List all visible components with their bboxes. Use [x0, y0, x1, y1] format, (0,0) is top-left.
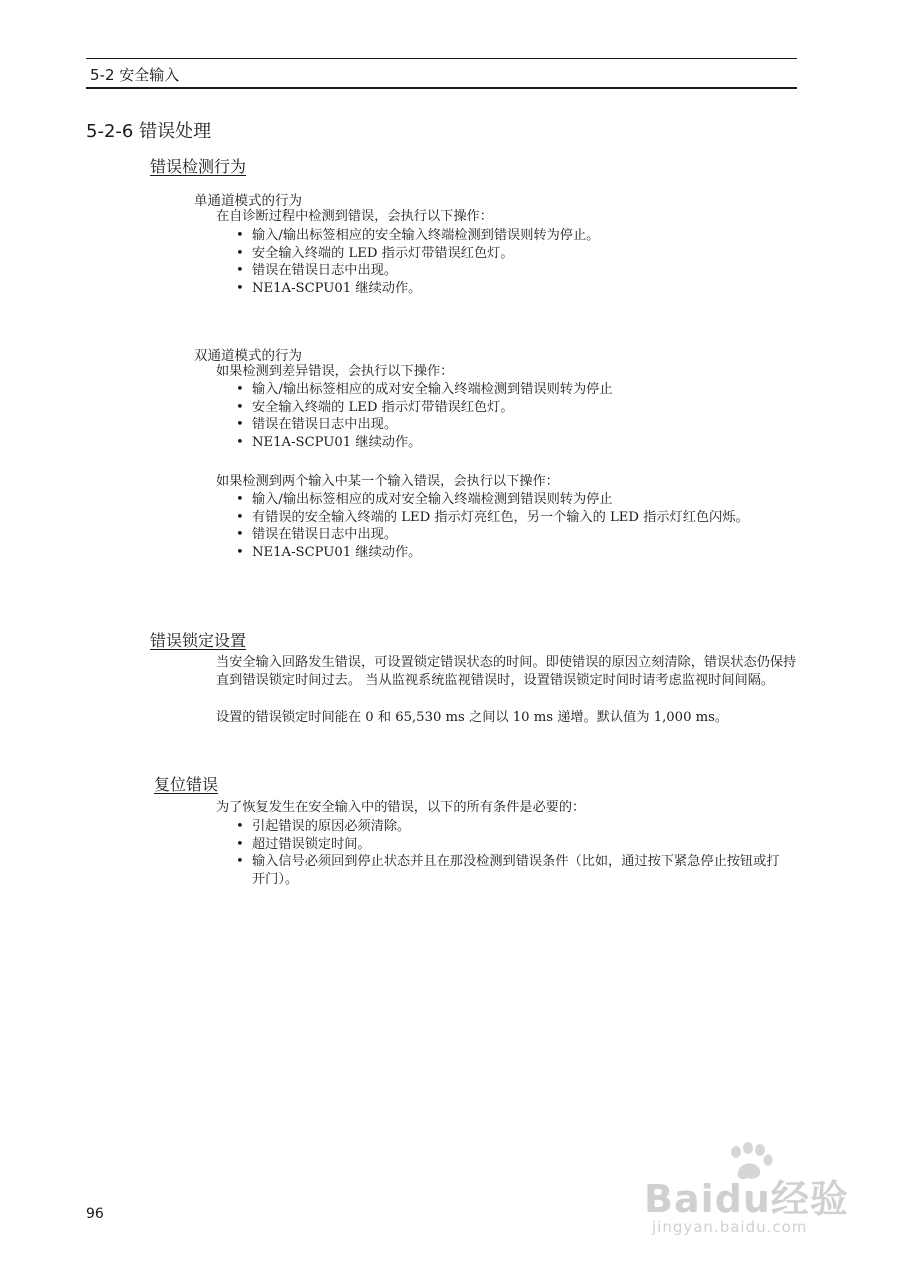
header-bottom-rule: [86, 87, 797, 89]
list-item: • 安全输入终端的 LED 指示灯带错误红色灯。: [236, 399, 788, 417]
list-item: • 输入/输出标签相应的成对安全输入终端检测到错误则转为停止: [236, 491, 788, 509]
error-latch-range: 设置的错误锁定时间能在 0 和 65,530 ms 之间以 10 ms 递增。默认值为 1,000 ms。: [216, 710, 729, 725]
dual-channel-list-1: [236, 381, 788, 451]
list-item: • 错误在错误日志中出现。: [236, 416, 788, 434]
list-item: • NE1A-SCPU01 继续动作。: [236, 280, 788, 298]
dual-channel-heading: 双通道模式的行为: [194, 348, 302, 364]
list-item: • NE1A-SCPU01 继续动作。: [236, 544, 788, 562]
baidu-jingyan-watermark: [630, 1140, 870, 1250]
dual-channel-intro-2: 如果检测到两个输入中某一个输入错误，会执行以下操作：: [216, 474, 559, 489]
list-item: • 错误在错误日志中出现。: [236, 262, 788, 280]
list-item: • 输入/输出标签相应的成对安全输入终端检测到错误则转为停止: [236, 381, 788, 399]
watermark-url: jingyan.baidu.com: [652, 1218, 808, 1236]
single-channel-intro: 在自诊断过程中检测到错误，会执行以下操作：: [216, 209, 493, 224]
list-item: • NE1A-SCPU01 继续动作。: [236, 434, 788, 452]
list-item: • 安全输入终端的 LED 指示灯带错误红色灯。: [236, 245, 788, 263]
error-latch-heading: 错误锁定设置: [150, 631, 247, 650]
reset-error-list: [236, 818, 788, 888]
reset-error-heading: 复位错误: [154, 775, 219, 794]
dual-channel-list-2: [236, 491, 788, 561]
single-channel-heading: 单通道模式的行为: [194, 193, 302, 209]
watermark-logo-text: Baidu经验: [644, 1177, 849, 1221]
error-detection-heading: 错误检测行为: [150, 157, 247, 176]
list-item: • 输入/输出标签相应的安全输入终端检测到错误则转为停止。: [236, 227, 788, 245]
error-latch-paragraph: 当安全输入回路发生错误，可设置锁定错误状态的时间。即使错误的原因立刻清除，错误状态仍保持直到错误锁定时间过去。 当从监视系统监视错误时，设置错误锁定时间时请考虑监视时间间隔。: [216, 655, 797, 688]
list-item: • 错误在错误日志中出现。: [236, 526, 788, 544]
section-title: 5-2-6 错误处理: [86, 121, 212, 142]
header-section-label: 5-2 安全输入: [90, 66, 180, 84]
list-item: • 超过错误锁定时间。: [236, 836, 788, 854]
list-item: • 输入信号必须回到停止状态并且在那没检测到错误条件（比如，通过按下紧急停止按钮或打开门）。: [236, 853, 788, 888]
reset-error-intro: 为了恢复发生在安全输入中的错误，以下的所有条件是必要的：: [216, 800, 586, 815]
page-number: 96: [86, 1206, 104, 1222]
list-item: • 有错误的安全输入终端的 LED 指示灯亮红色，另一个输入的 LED 指示灯红色闪烁。: [236, 509, 788, 527]
header-top-rule: [86, 58, 797, 59]
single-channel-list: [236, 227, 788, 297]
list-item: • 引起错误的原因必须清除。: [236, 818, 788, 836]
dual-channel-intro-1: 如果检测到差异错误，会执行以下操作：: [216, 364, 454, 379]
